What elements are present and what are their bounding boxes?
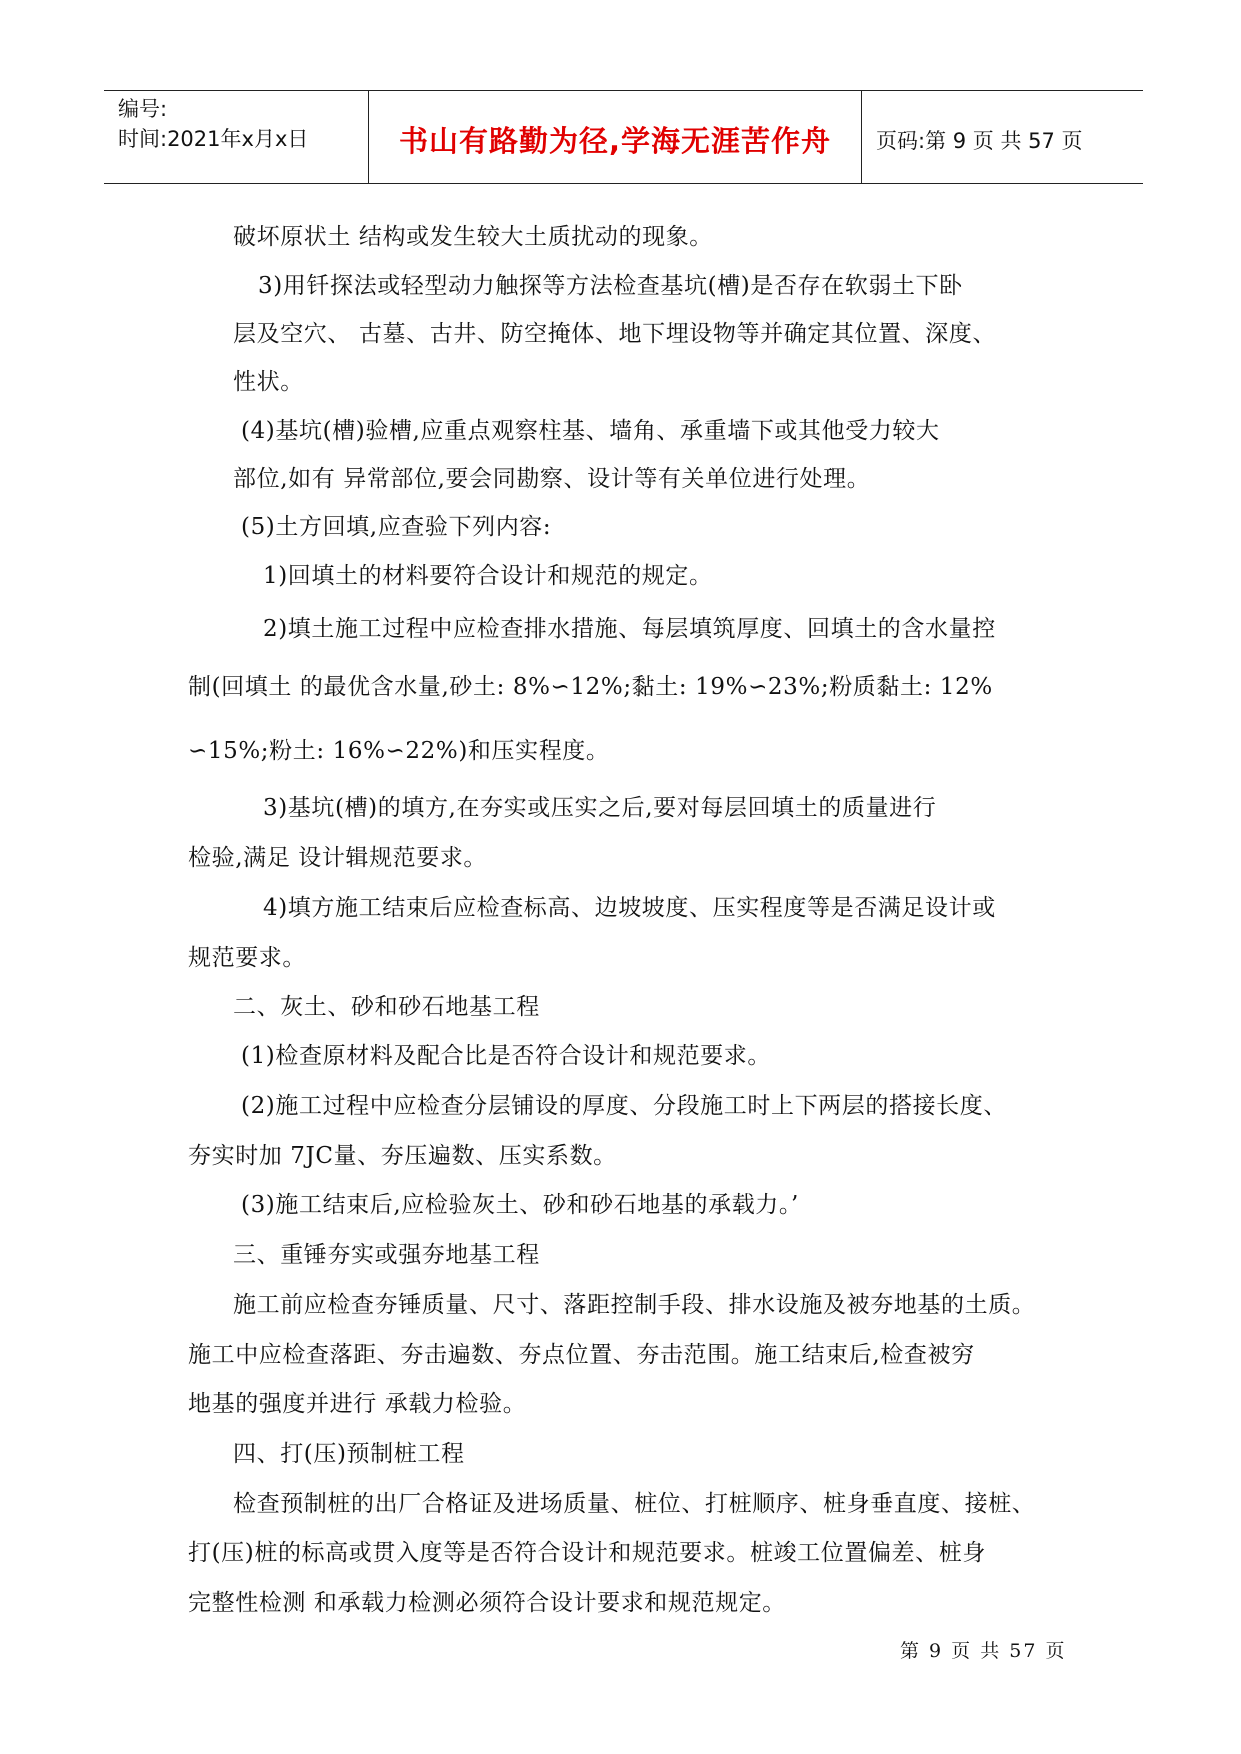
body-line: (2)施工过程中应检查分层铺设的厚度、分段施工时上下两层的搭接长度、 bbox=[241, 1093, 1007, 1119]
body-line: (3)施工结束后,应检验灰土、砂和砂石地基的承载力。’ bbox=[241, 1192, 799, 1218]
section-heading: 二、灰土、砂和砂石地基工程 bbox=[233, 994, 540, 1020]
body-line: 3)用钎探法或轻型动力触探等方法检查基坑(槽)是否存在软弱土下卧 bbox=[258, 273, 963, 299]
body-line: 完整性检测 和承载力检测必须符合设计要求和规范规定。 bbox=[188, 1590, 786, 1616]
page-footer: 第 9 页 共 57 页 bbox=[900, 1640, 1067, 1662]
header-page-info: 页码:第 9 页 共 57 页 bbox=[876, 129, 1083, 153]
document-number-label: 编号: bbox=[118, 97, 168, 121]
body-line: 层及空穴、 古墓、古井、防空掩体、地下埋设物等并确定其位置、深度、 bbox=[233, 321, 997, 347]
body-line: 施工前应检查夯锤质量、尺寸、落距控制手段、排水设施及被夯地基的土质。 bbox=[233, 1292, 1036, 1318]
body-line: 制(回填土 的最优含水量,砂土: 8%∽12%;黏土: 19%∽23%;粉质黏土: 12% bbox=[188, 674, 993, 700]
body-line: 检查预制桩的出厂合格证及进场质量、桩位、打桩顺序、桩身垂直度、接桩、 bbox=[233, 1491, 1036, 1517]
document-date: 时间:2021年x月x日 bbox=[118, 127, 309, 151]
body-line: 打(压)桩的标高或贯入度等是否符合设计和规范要求。桩竣工位置偏差、桩身 bbox=[188, 1540, 986, 1566]
body-line: (5)土方回填,应查验下列内容: bbox=[241, 514, 552, 540]
body-line: ∽15%;粉土: 16%∽22%)和压实程度。 bbox=[188, 738, 610, 764]
body-line: 施工中应检查落距、夯击遍数、夯点位置、夯击范围。施工结束后,检查被穷 bbox=[188, 1342, 975, 1368]
section-heading: 四、打(压)预制桩工程 bbox=[233, 1441, 465, 1467]
body-line: 夯实时加 7JC量、夯压遍数、压实系数。 bbox=[188, 1143, 617, 1169]
body-line: 1)回填土的材料要符合设计和规范的规定。 bbox=[263, 563, 713, 589]
body-line: 3)基坑(槽)的填方,在夯实或压实之后,要对每层回填土的质量进行 bbox=[263, 795, 937, 821]
body-line: 检验,满足 设计辑规范要求。 bbox=[188, 845, 488, 871]
section-heading: 三、重锤夯实或强夯地基工程 bbox=[233, 1242, 540, 1268]
body-line: 规范要求。 bbox=[188, 945, 306, 971]
body-line: (4)基坑(槽)验槽,应重点观察柱基、墙角、承重墙下或其他受力较大 bbox=[241, 418, 940, 444]
body-line: 地基的强度并进行 承载力检验。 bbox=[188, 1391, 527, 1417]
body-line: 破坏原状土 结构或发生较大土质扰动的现象。 bbox=[233, 224, 713, 250]
body-line: 性状。 bbox=[233, 369, 304, 395]
body-line: 4)填方施工结束后应检查标高、边坡坡度、压实程度等是否满足设计或 bbox=[263, 895, 996, 921]
body-line: 2)填土施工过程中应检查排水措施、每层填筑厚度、回填土的含水量控 bbox=[263, 616, 996, 642]
header-motto: 书山有路勤为径,学海无涯苦作舟 bbox=[398, 124, 832, 158]
body-line: (1)检查原材料及配合比是否符合设计和规范要求。 bbox=[241, 1043, 771, 1069]
body-line: 部位,如有 异常部位,要会同勘察、设计等有关单位进行处理。 bbox=[233, 466, 871, 492]
